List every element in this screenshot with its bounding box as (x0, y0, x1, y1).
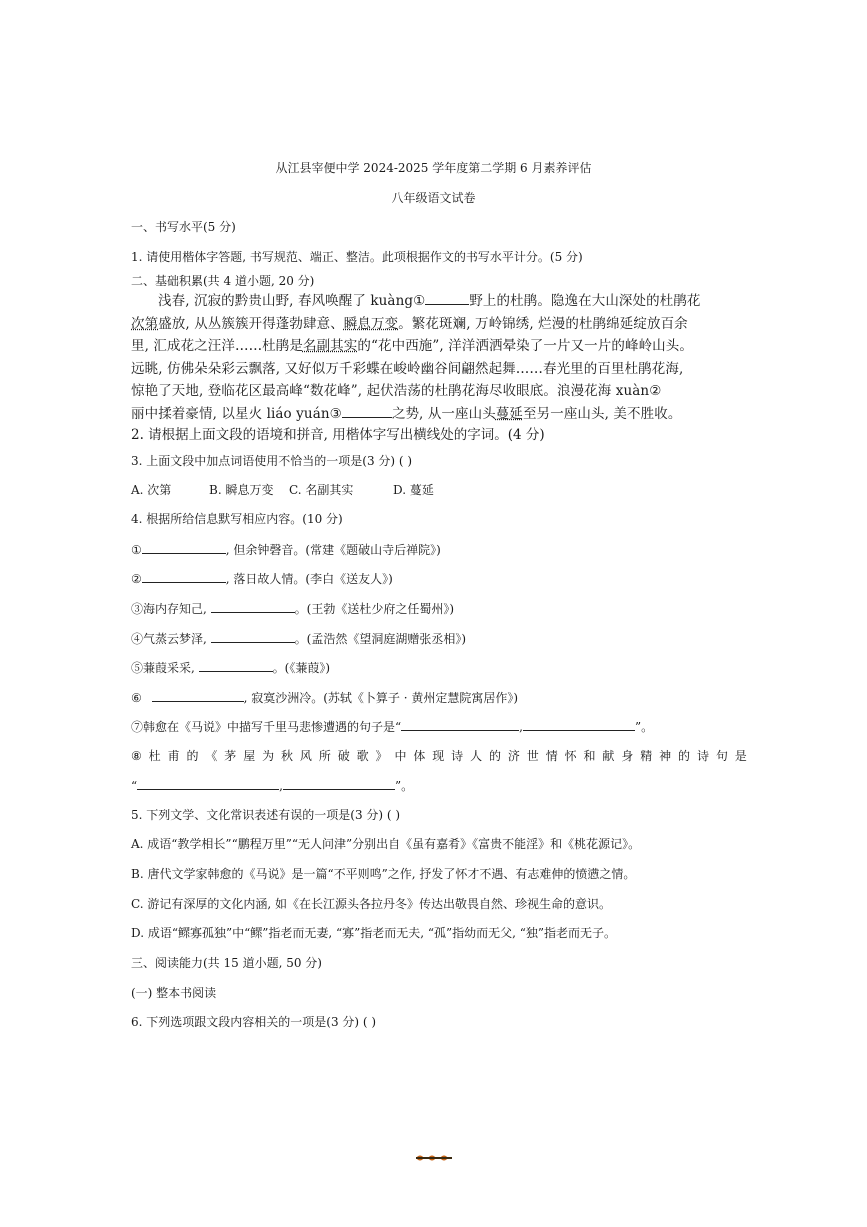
option-d[interactable]: D. 蔓延 (393, 483, 434, 497)
q8-char: 和 (583, 749, 596, 763)
q8-char: 》 (375, 749, 388, 763)
q8-char: 为 (262, 749, 275, 763)
q8-char: 情 (545, 749, 558, 763)
q8-char: 破 (337, 749, 350, 763)
exam-title: 从江县宰便中学 2024-2025 学年度第二学期 6 月素养评估 (275, 161, 592, 175)
q8-char: 杜 (148, 749, 161, 763)
recite-item-3: ③海内存知己, 。(王勃《送杜少府之任蜀州》) (131, 602, 455, 616)
recite-item-5: ⑤蒹葭采采, 。(《蒹葭》) (131, 661, 331, 675)
answer-blank[interactable] (199, 659, 273, 672)
q8-char: 现 (432, 749, 445, 763)
section2-heading: 二、基础积累(共 4 道小题, 20 分) (131, 274, 315, 288)
answer-blank[interactable] (142, 570, 226, 583)
answer-blank[interactable] (523, 718, 635, 731)
q5-option-b[interactable]: B. 唐代文学家韩愈的《马说》是一篇“不平则鸣”之作, 抒发了怀才不遇、有志难伸的愤懑之情。 (131, 867, 636, 881)
q8-char: 的 (186, 749, 199, 763)
q8-char: 句 (715, 749, 728, 763)
question-5: 5. 下列文学、文化常识表述有误的一项是(3 分) ( ) (131, 808, 401, 822)
q8-char: 世 (526, 749, 539, 763)
q8-char: 神 (659, 749, 672, 763)
q8-char: ⑧ (131, 749, 142, 763)
section1-heading: 一、书写水平(5 分) (131, 220, 236, 234)
q8-char: 体 (413, 749, 426, 763)
recite-item-6: ⑥ , 寂寞沙洲冷。(苏轼《卜算子 · 黄州定慧院寓居作》) (131, 691, 519, 705)
option-c[interactable]: C. 名副其实 (289, 483, 354, 497)
q8-char: 诗 (451, 749, 464, 763)
answer-blank[interactable] (142, 541, 226, 554)
q8-char: 《 (205, 749, 218, 763)
q8-char: 是 (734, 749, 747, 763)
option-b[interactable]: B. 瞬息万变 (209, 483, 274, 497)
q8-char: 风 (299, 749, 312, 763)
question-3-options (131, 482, 434, 498)
question-2: 2. 请根据上面文段的语境和拼音, 用楷体字写出横线处的字词。(4 分) (131, 427, 545, 443)
q8-char: 诗 (696, 749, 709, 763)
question-6: 6. 下列选项跟文段内容相关的一项是(3 分) ( ) (131, 1015, 377, 1029)
q8-char: 的 (488, 749, 501, 763)
recite-item-8-answer: “ , ”。 (131, 779, 414, 793)
answer-blank[interactable] (152, 689, 244, 702)
section3-heading: 三、阅读能力(共 15 道小题, 50 分) (131, 956, 322, 970)
recite-item-1: ① , 但余钟磬音。(常建《题破山寺后禅院》) (131, 543, 441, 557)
answer-blank[interactable] (137, 777, 279, 790)
q8-char: 茅 (224, 749, 237, 763)
answer-blank[interactable] (211, 600, 295, 613)
option-a[interactable]: A. 次第 (131, 483, 172, 497)
q8-char: 身 (621, 749, 634, 763)
subsection-heading: (一) 整本书阅读 (131, 986, 217, 1000)
q5-option-c[interactable]: C. 游记有深厚的文化内涵, 如《在长江源头各拉丹冬》传达出敬畏自然、珍视生命的意识。 (131, 897, 612, 911)
question-1: 1. 请使用楷体字答题, 书写规范、端正、整洁。此项根据作文的书写水平计分。(5 分) (131, 250, 583, 264)
answer-blank[interactable] (211, 630, 295, 643)
answer-blank-1[interactable] (425, 292, 469, 305)
answer-blank[interactable] (401, 718, 519, 731)
question-3: 3. 上面文段中加点词语使用不恰当的一项是(3 分) ( ) (131, 454, 413, 468)
recite-item-4: ④气蒸云梦泽, 。(孟浩然《望洞庭湖赠张丞相》) (131, 632, 467, 646)
q8-char: 精 (640, 749, 653, 763)
reading-passage: 浅春, 沉寂的黔贵山野, 春风唤醒了 kuàng① 野上的杜鹃。隐逸在大山深处的杜鹃花 次第盛放, 从丛簇簇开得蓬勃肆意、瞬息万变。繁花斑斓, 万岭锦绣, 烂漫的杜鹃绵延绽放百余 里, 汇成花之汪洋……杜鹃是名副其实的“花中西施”, 洋洋洒洒晕染了一片又一片的峰岭山头。 远眺, 仿佛朵朵彩云飘落, 又好似万千彩蝶在峻岭幽谷间翩然起舞……春光里的百里杜鹃花海, 惊艳了天地, 登临花区最高峰“数花峰”, 起伏浩荡的杜鹃花海尽收眼底。浪漫花海 xuàn② 丽中揉着豪情, 以星火 liáo yuán③ 之势, 从一座山头蔓延至另一座山头, 美不胜收。 (131, 293, 701, 422)
q8-char: 秋 (281, 749, 294, 763)
question-4: 4. 根据所给信息默写相应内容。(10 分) (131, 512, 343, 526)
q8-char: 怀 (564, 749, 577, 763)
q5-option-a[interactable]: A. 成语“教学相长”“鹏程万里”“无人问津”分别出自《虽有嘉肴》《富贵不能淫》和《桃花源记》。 (131, 837, 641, 851)
exam-subtitle: 八年级语文试卷 (391, 191, 476, 205)
q5-option-d[interactable]: D. 成语“鳏寡孤独”中“鳏”指老而无妻, “寡”指老而无夫, “孤”指幼而无父, “独”指老而无子。 (131, 926, 617, 940)
q8-char: 屋 (243, 749, 256, 763)
q8-char: 人 (470, 749, 483, 763)
recite-item-7: ⑦韩愈在《马说》中描写千里马悲惨遭遇的句子是“ , ”。 (131, 720, 654, 734)
q8-char: 献 (602, 749, 615, 763)
publisher-logo-icon (414, 1152, 454, 1164)
answer-blank[interactable] (283, 777, 395, 790)
q8-char: 所 (318, 749, 331, 763)
q8-char: 甫 (167, 749, 180, 763)
q8-char: 的 (678, 749, 691, 763)
answer-blank-3[interactable] (342, 405, 392, 418)
q8-char: 中 (394, 749, 407, 763)
recite-item-2: ② , 落日故人情。(李白《送友人》) (131, 572, 393, 586)
q8-char: 济 (507, 749, 520, 763)
recite-item-8 (131, 748, 747, 764)
q8-char: 歌 (356, 749, 369, 763)
